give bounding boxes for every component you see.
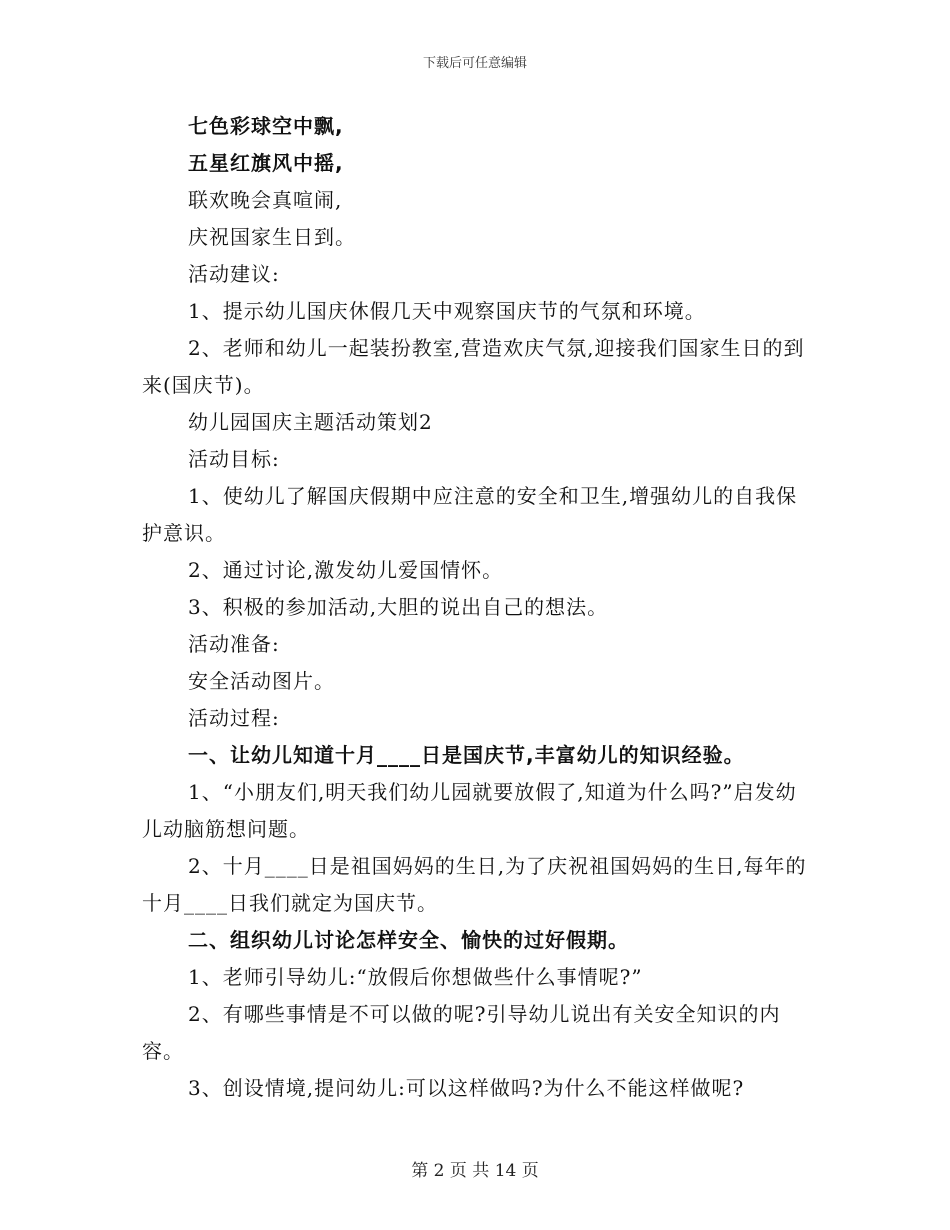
page-number: 第 2 页 共 14 页 [411,1161,539,1181]
paragraph: 3、积极的参加活动,大胆的说出自己的想法。 [188,595,609,619]
paragraph: 二、组织幼儿讨论怎样安全、愉快的过好假期。 [188,928,629,952]
paragraph: 1、提示幼儿国庆休假几天中观察国庆节的气氛和环境。 [188,299,706,323]
paragraph: 五星红旗风中摇, [188,151,344,175]
paragraph: 2、老师和幼儿一起装扮教室,营造欢庆气氛,迎接我们国家生日的到来(国庆节)。 [142,336,805,397]
paragraph: 活动准备: [188,632,280,656]
paragraph: 一、让幼儿知道十月____日是国庆节,丰富幼儿的知识经验。 [188,743,745,767]
paragraph: 2、通过讨论,激发幼儿爱国情怀。 [188,558,504,582]
paragraph: 1、老师引导幼儿:“放假后你想做些什么事情呢?” [188,965,643,989]
paragraph: 2、有哪些事情是不可以做的呢?引导幼儿说出有关安全知识的内容。 [142,1002,781,1063]
paragraph: 七色彩球空中飘, [188,114,344,138]
paragraph: 安全活动图片。 [188,669,335,693]
page-header-note: 下载后可任意编辑 [422,56,527,71]
paragraph: 3、创设情境,提问幼儿:可以这样做吗?为什么不能这样做呢? [188,1076,745,1100]
paragraph: 活动过程: [188,706,280,730]
paragraph: 1、使幼儿了解国庆假期中应注意的安全和卫生,增强幼儿的自我保护意识。 [142,484,798,545]
paragraph: 1、“小朋友们,明天我们幼儿园就要放假了,知道为什么吗?”启发幼儿动脑筋想问题。 [142,780,797,841]
document-body [142,108,808,1107]
paragraph: 活动目标: [188,447,280,471]
paragraph: 联欢晚会真喧闹, [188,188,343,212]
paragraph: 活动建议: [188,262,280,286]
section-title: 幼儿园国庆主题活动策划2 [188,410,433,434]
paragraph: 庆祝国家生日到。 [188,225,356,249]
paragraph: 2、十月____日是祖国妈妈的生日,为了庆祝祖国妈妈的生日,每年的十月____日我们就定为国庆节。 [142,854,807,915]
